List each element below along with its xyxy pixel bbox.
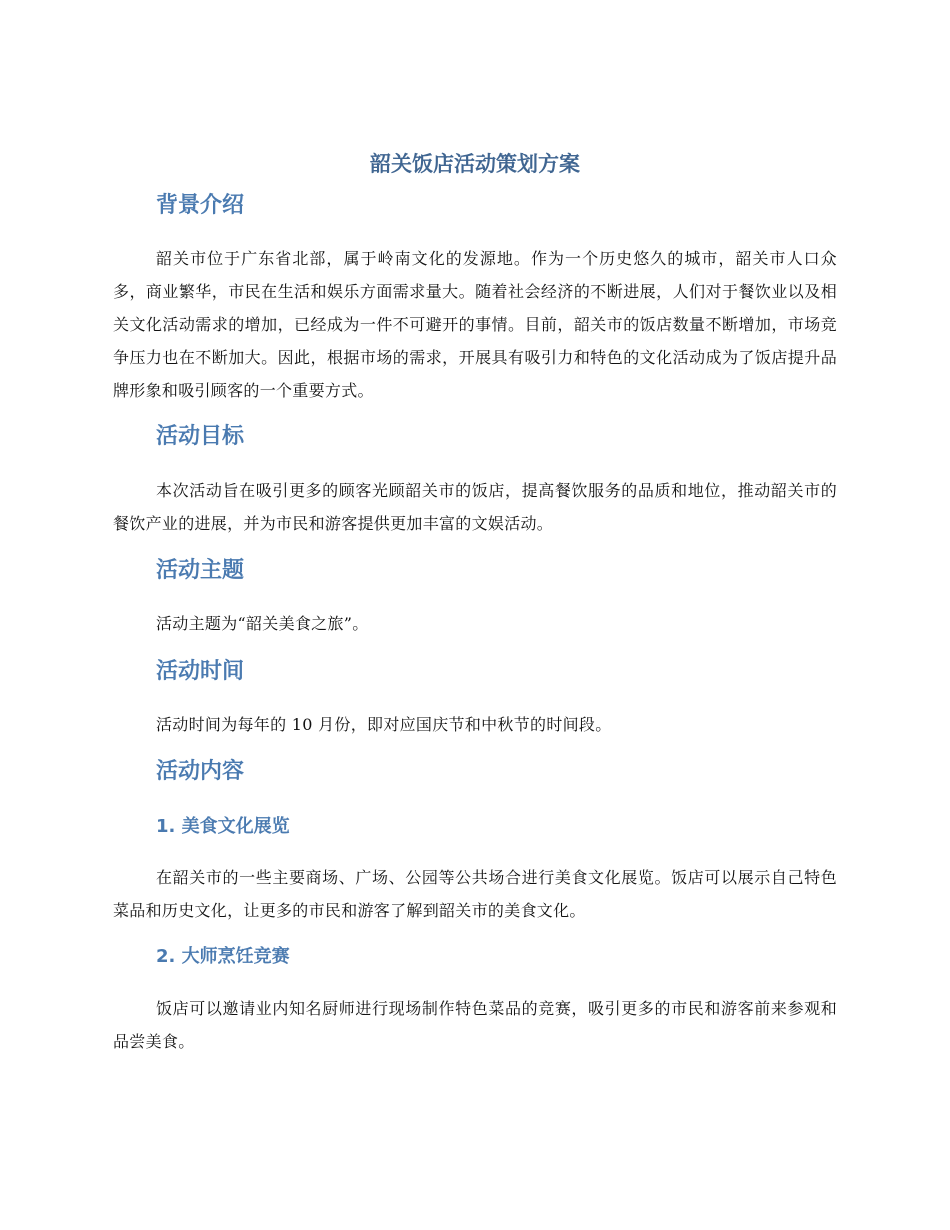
paragraph-theme: 活动主题为“韶关美食之旅”。 — [156, 614, 369, 633]
section-heading-content: 活动内容 — [156, 759, 245, 784]
paragraph-time: 活动时间为每年的 10 月份，即对应国庆节和中秋节的时间段。 — [156, 715, 612, 734]
section-heading-background: 背景介绍 — [156, 193, 245, 218]
sub-heading-food-exhibition: 1. 美食文化展览 — [156, 816, 290, 837]
section-heading-theme: 活动主题 — [156, 558, 245, 583]
paragraph-goal: 本次活动旨在吸引更多的顾客光顾韶关市的饭店，提高餐饮服务的品质和地位，推动韶关市的餐饮产业的进展，并为市民和游客提供更加丰富的文娱活动。 — [113, 481, 837, 533]
paragraph-food-exhibition: 在韶关市的一些主要商场、广场、公园等公共场合进行美食文化展览。饭店可以展示自己特色菜品和历史文化，让更多的市民和游客了解到韶关市的美食文化。 — [113, 868, 837, 920]
section-heading-time: 活动时间 — [156, 659, 245, 684]
sub-heading-cooking-competition: 2. 大师烹饪竞赛 — [156, 946, 290, 967]
section-heading-goal: 活动目标 — [156, 424, 245, 449]
document-title: 韶关饭店活动策划方案 — [370, 152, 580, 176]
paragraph-background: 韶关市位于广东省北部，属于岭南文化的发源地。作为一个历史悠久的城市，韶关市人口众多，商业繁华，市民在生活和娱乐方面需求量大。随着社会经济的不断进展，人们对于餐饮业以及相关文化活动需求的增加，已经成为一件不可避开的事情。目前，韶关市的饭店数量不断增加，市场竞争压力也在不断加大。因此，根据市场的需求，开展具有吸引力和特色的文化活动成为了饭店提升品牌形象和吸引顾客的一个重要方式。 — [113, 249, 837, 400]
paragraph-cooking-competition: 饭店可以邀请业内知名厨师进行现场制作特色菜品的竞赛，吸引更多的市民和游客前来参观和品尝美食。 — [113, 999, 837, 1051]
